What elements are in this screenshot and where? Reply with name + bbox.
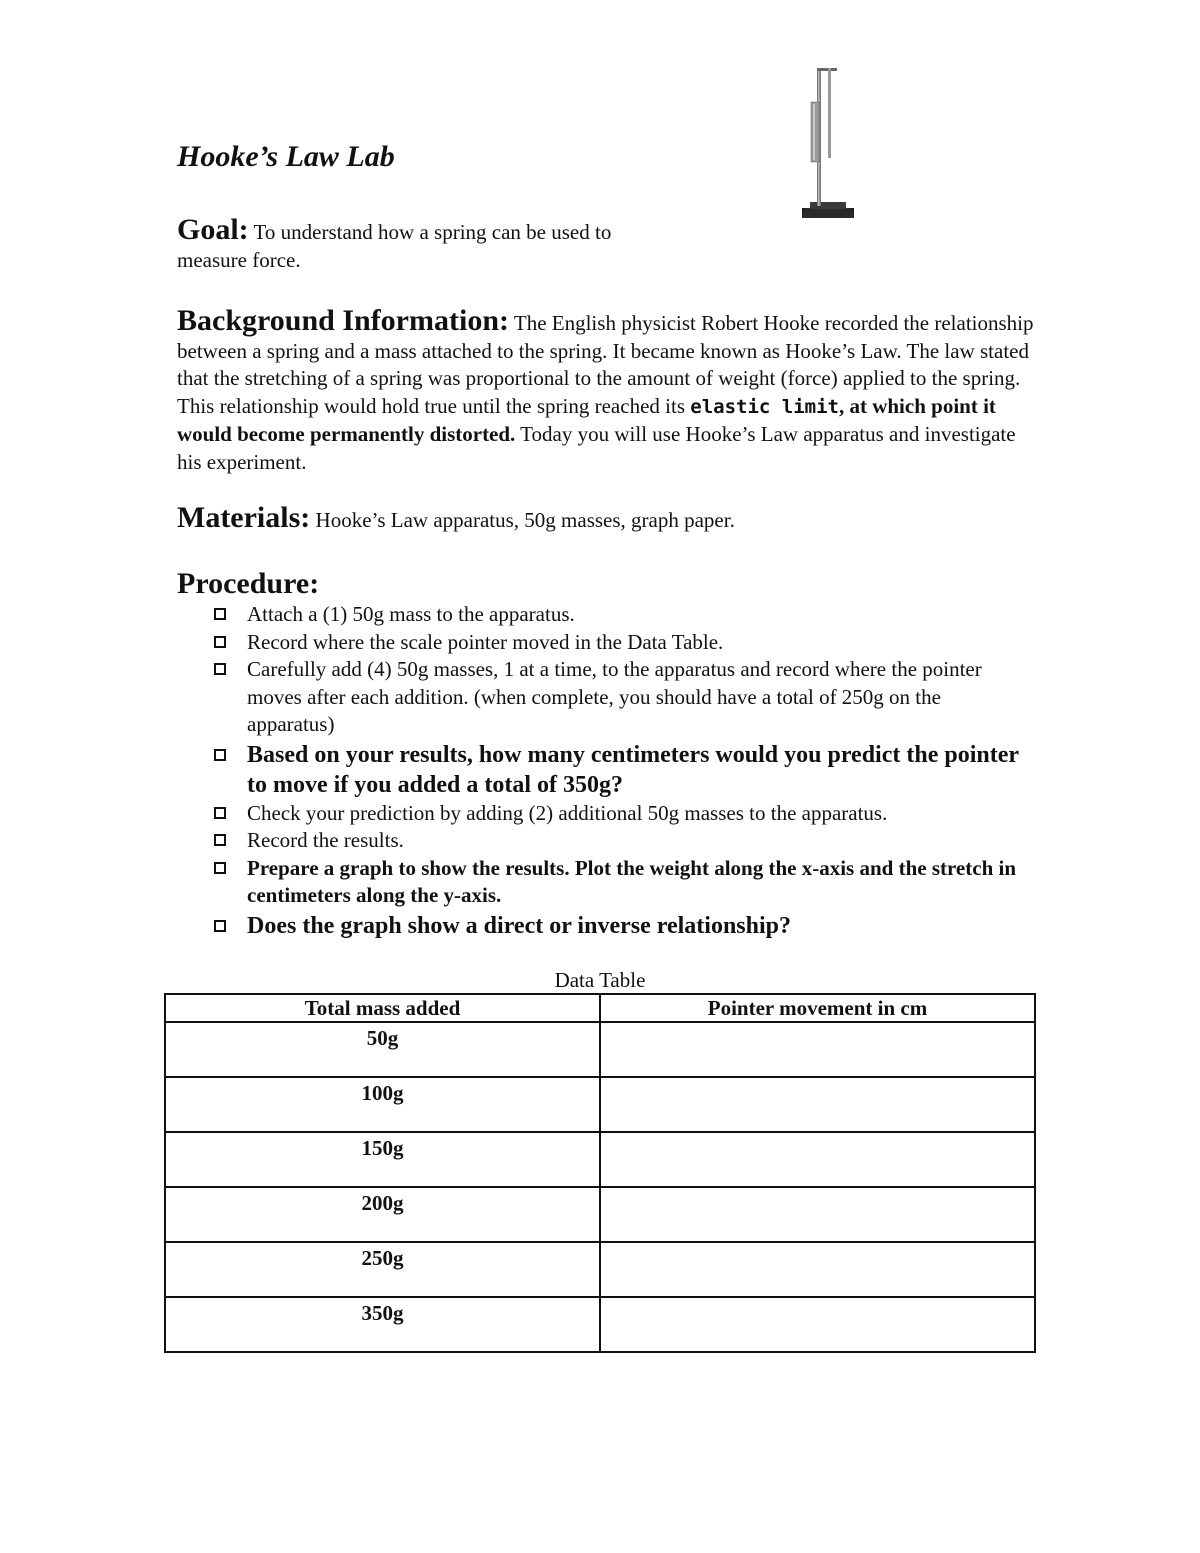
column-header-pointer: Pointer movement in cm: [600, 994, 1035, 1022]
table-row: [165, 1242, 1035, 1297]
mass-cell: 350g: [165, 1297, 600, 1352]
goal-section: [177, 213, 677, 274]
goal-text: To understand how a spring can be used to measure force.: [177, 220, 612, 272]
table-row: [165, 1297, 1035, 1352]
mass-cell: 100g: [165, 1077, 600, 1132]
mass-cell: 250g: [165, 1242, 600, 1297]
checkbox-icon: [214, 920, 226, 932]
materials-section: [177, 501, 1037, 535]
procedure-step-text: Carefully add (4) 50g masses, 1 at a time, to the apparatus and record where the pointer moves after each addition. (when complete, you should have a total of 250g on the apparatus): [247, 657, 982, 736]
hookes-law-apparatus-image: [796, 62, 860, 222]
table-row: [165, 1022, 1035, 1077]
background-text-1: The English physicist Robert Hooke recorded the relationship between a spring and a mass attached to the spring. It became known as Hooke’s Law. The law stated that the stretching of a spring was proportional to the amount of weight (force) applied to the spring. This relationship would hold true until the spring reached its: [177, 311, 1034, 418]
procedure-step-text: Record the results.: [247, 828, 404, 852]
data-table-caption: Data Table: [554, 968, 646, 992]
table-row: [165, 1187, 1035, 1242]
procedure-step: [210, 800, 1030, 828]
pointer-cell[interactable]: [600, 1132, 1035, 1187]
page-title: Hooke’s Law Lab: [177, 140, 395, 173]
pointer-cell[interactable]: [600, 1297, 1035, 1352]
table-row: [165, 1077, 1035, 1132]
goal-heading: Goal:: [177, 213, 249, 246]
data-table: [164, 993, 1036, 1353]
background-elastic-limit: elastic limit: [690, 395, 839, 418]
procedure-step-text: Check your prediction by adding (2) additional 50g masses to the apparatus.: [247, 800, 888, 825]
background-section: [177, 304, 1037, 476]
table-header-row: [165, 994, 1035, 1022]
procedure-step: [210, 601, 1030, 629]
checkbox-icon: [214, 862, 226, 874]
procedure-step-text: Attach a (1) 50g mass to the apparatus.: [247, 602, 575, 626]
mass-cell: 50g: [165, 1022, 600, 1077]
checkbox-icon: [214, 807, 226, 819]
pointer-cell[interactable]: [600, 1022, 1035, 1077]
pointer-cell[interactable]: [600, 1187, 1035, 1242]
procedure-list: [210, 601, 1030, 941]
procedure-step-text: Prepare a graph to show the results. Plot the weight along the x-axis and the stretch in centimeters along the y-axis.: [247, 855, 1017, 907]
procedure-step: [210, 740, 1030, 800]
checkbox-icon: [214, 749, 226, 761]
checkbox-icon: [214, 834, 226, 846]
mass-cell: 200g: [165, 1187, 600, 1242]
procedure-heading: Procedure:: [177, 567, 320, 600]
procedure-step: [210, 827, 1030, 855]
mass-cell: 150g: [165, 1132, 600, 1187]
table-row: [165, 1132, 1035, 1187]
procedure-step: [210, 656, 1030, 739]
procedure-step-text: Based on your results, how many centimeters would you predict the pointer to move if you added a total of 350g?: [247, 741, 1019, 798]
background-bold-text: , at which point it would become permanently distorted.: [177, 393, 996, 446]
column-header-mass: Total mass added: [165, 994, 600, 1022]
pointer-cell[interactable]: [600, 1242, 1035, 1297]
procedure-step: [210, 855, 1030, 910]
background-heading: Background Information:: [177, 304, 509, 337]
procedure-step-text: Record where the scale pointer moved in the Data Table.: [247, 629, 724, 654]
procedure-step: [210, 911, 1030, 941]
checkbox-icon: [214, 608, 226, 620]
procedure-step: [210, 629, 1030, 657]
background-text-2: Today you will use Hooke’s Law apparatus and investigate his experiment.: [177, 422, 1016, 474]
materials-heading: Materials:: [177, 501, 311, 534]
checkbox-icon: [214, 663, 226, 675]
pointer-cell[interactable]: [600, 1077, 1035, 1132]
procedure-step-text: Does the graph show a direct or inverse relationship?: [247, 912, 791, 939]
materials-text: Hooke’s Law apparatus, 50g masses, graph paper.: [310, 508, 735, 532]
checkbox-icon: [214, 636, 226, 648]
